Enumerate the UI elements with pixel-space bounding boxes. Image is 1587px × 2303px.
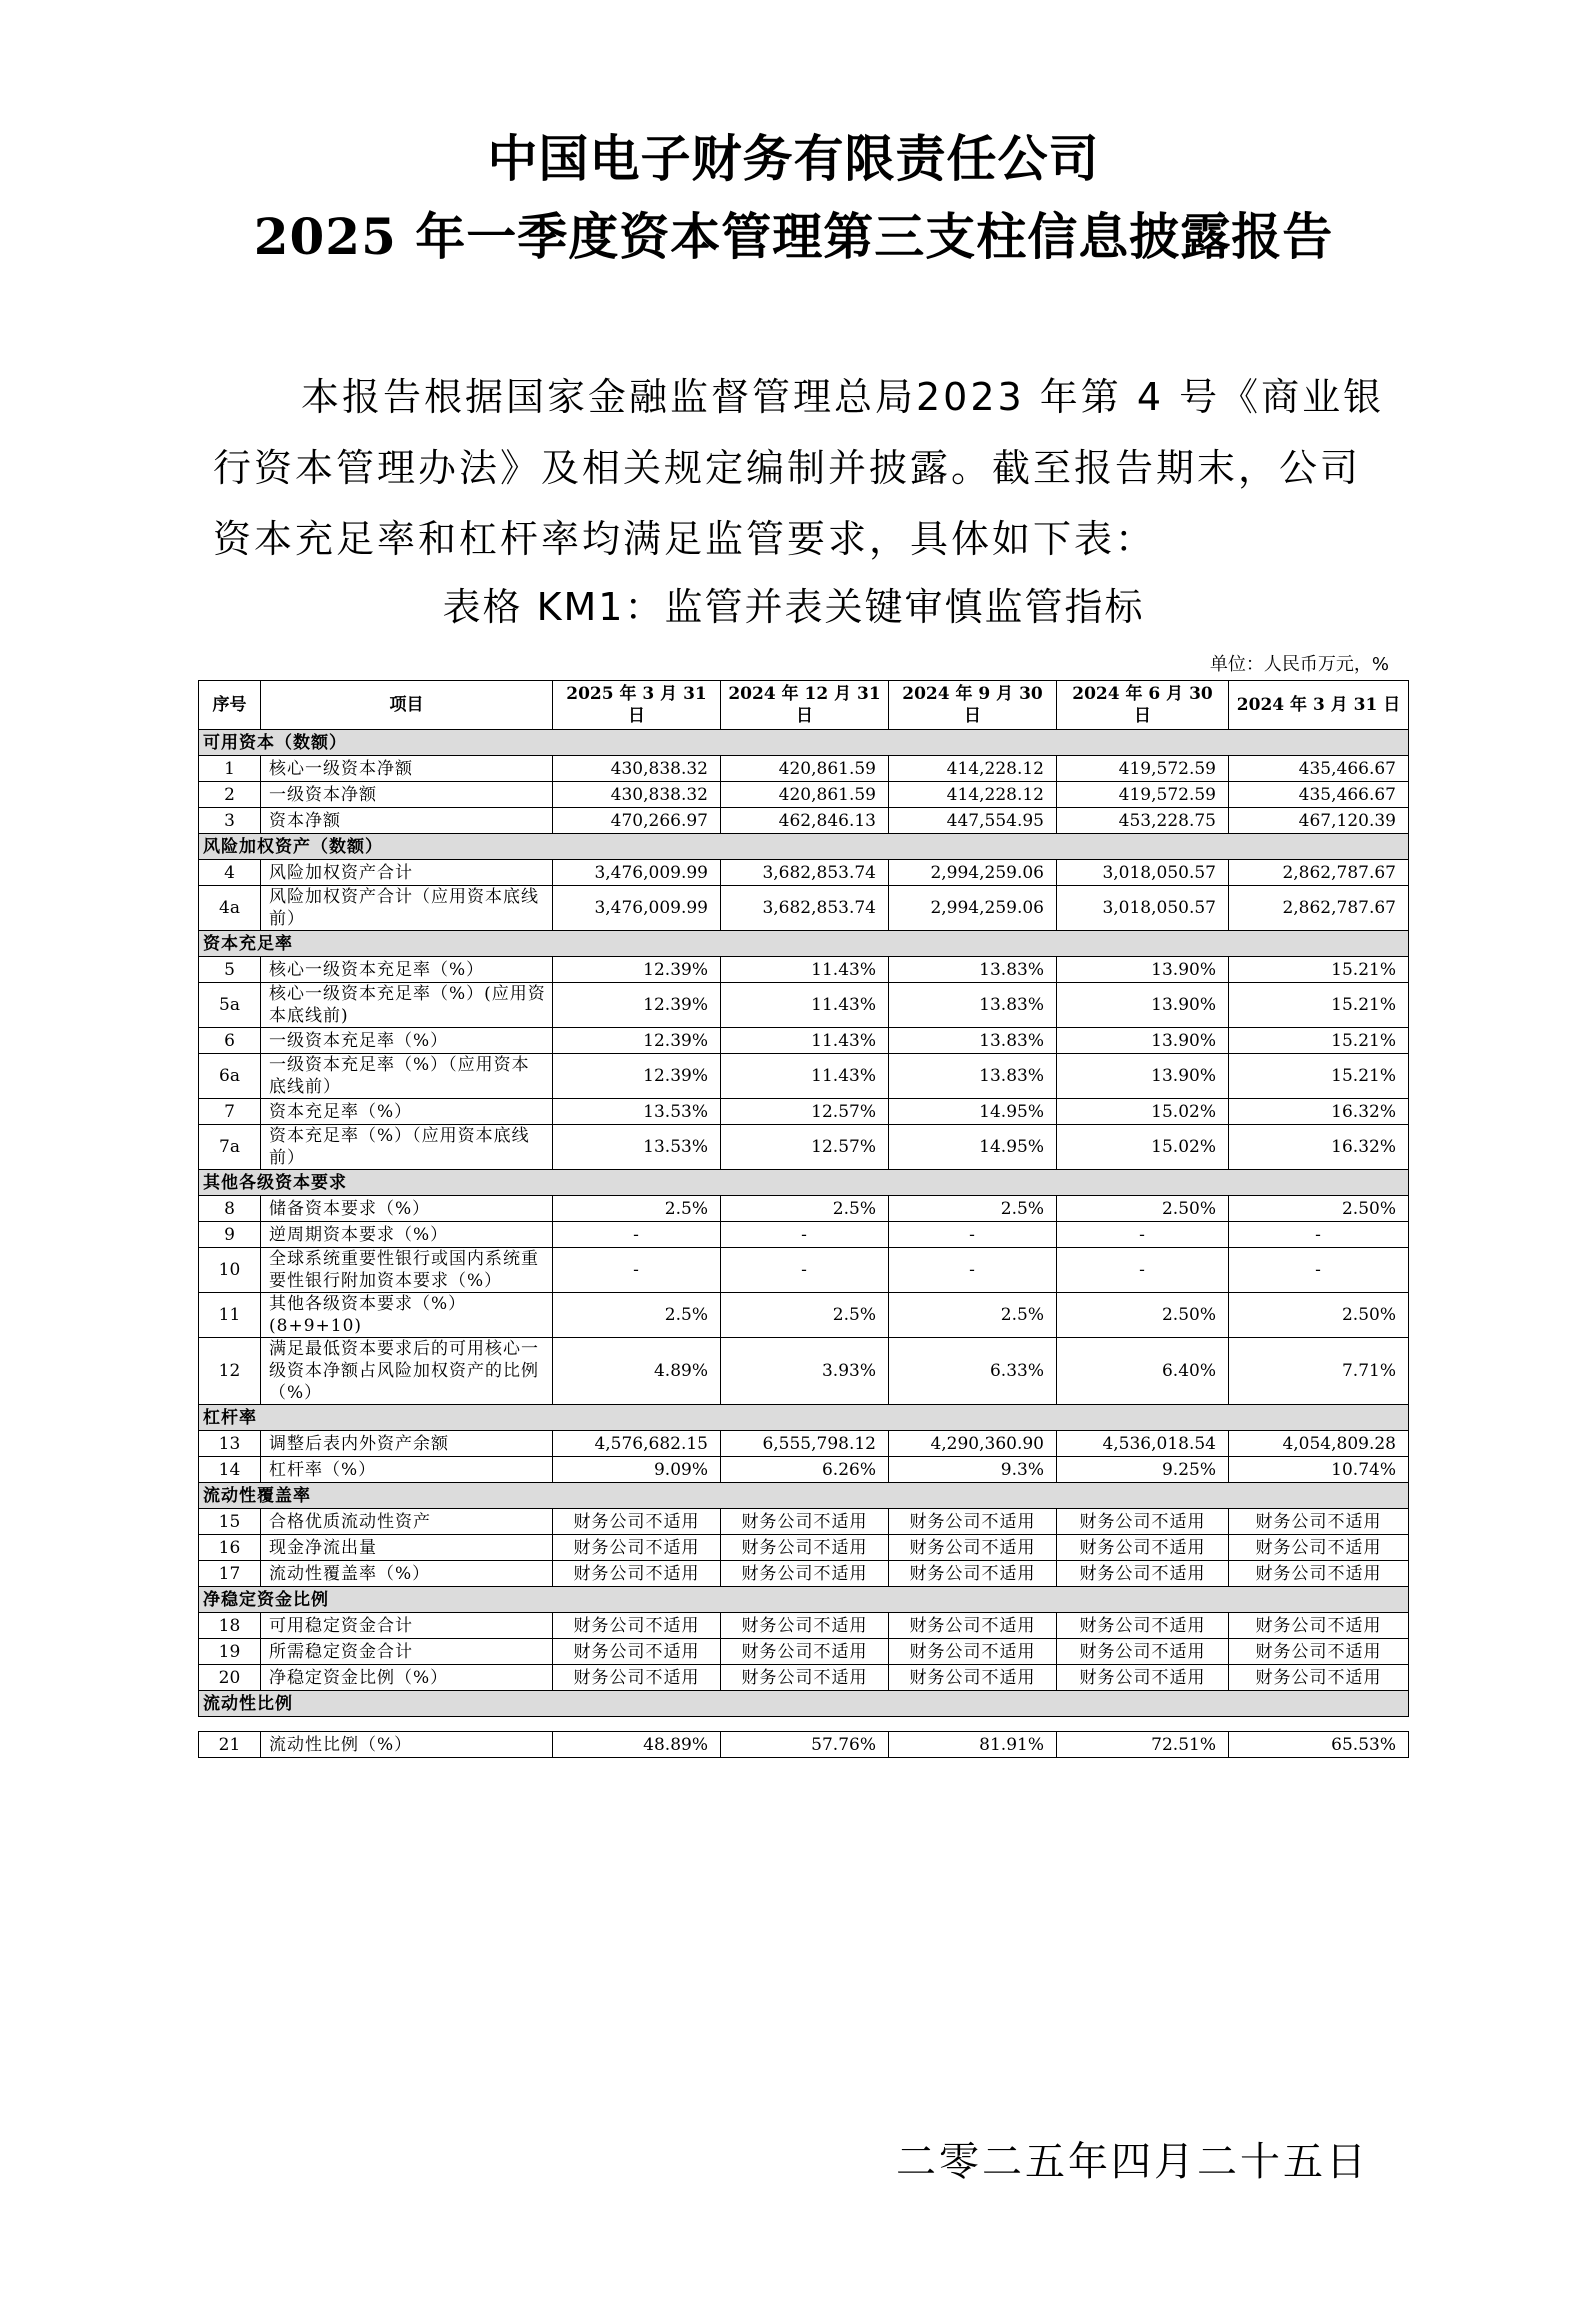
- value-cell: -: [1057, 1248, 1229, 1293]
- value-cell: 467,120.39: [1229, 808, 1409, 834]
- value-cell: 15.21%: [1229, 1028, 1409, 1054]
- value-cell: 9.3%: [889, 1457, 1057, 1483]
- value-cell: 财务公司不适用: [721, 1561, 889, 1587]
- value-cell: 6.40%: [1057, 1338, 1229, 1405]
- report-title-company: 中国电子财务有限责任公司: [487, 129, 1100, 188]
- value-cell: 财务公司不适用: [721, 1665, 889, 1691]
- row-number: 16: [199, 1535, 261, 1561]
- value-cell: -: [1229, 1248, 1409, 1293]
- value-cell: 财务公司不适用: [1229, 1665, 1409, 1691]
- value-cell: 财务公司不适用: [721, 1613, 889, 1639]
- value-cell: 2.50%: [1057, 1196, 1229, 1222]
- value-cell: 419,572.59: [1057, 782, 1229, 808]
- row-item: 满足最低资本要求后的可用核心一级资本净额占风险加权资产的比例（%）: [261, 1338, 553, 1405]
- row-number: 6a: [199, 1054, 261, 1099]
- table-row: [199, 1535, 1409, 1561]
- section-title: 风险加权资产（数额）: [199, 834, 1409, 860]
- row-item: 所需稳定资金合计: [261, 1639, 553, 1665]
- table-row: [199, 756, 1409, 782]
- value-cell: 81.91%: [889, 1732, 1057, 1758]
- header-no: 序号: [199, 681, 261, 730]
- row-number: 20: [199, 1665, 261, 1691]
- row-number: 10: [199, 1248, 261, 1293]
- value-cell: -: [721, 1222, 889, 1248]
- value-cell: 419,572.59: [1057, 756, 1229, 782]
- row-item: 核心一级资本充足率（%）: [261, 957, 553, 983]
- value-cell: 9.25%: [1057, 1457, 1229, 1483]
- header-period: 2024 年 6 月 30 日: [1057, 681, 1229, 730]
- value-cell: 414,228.12: [889, 782, 1057, 808]
- value-cell: 财务公司不适用: [1229, 1613, 1409, 1639]
- value-cell: 财务公司不适用: [1057, 1665, 1229, 1691]
- row-item: 资本净额: [261, 808, 553, 834]
- row-item: 调整后表内外资产余额: [261, 1431, 553, 1457]
- table-row: [199, 1639, 1409, 1665]
- signature-date: 二零二五年四月二十五日: [896, 2139, 1369, 2185]
- value-cell: 14.95%: [889, 1099, 1057, 1125]
- section-row: [199, 1170, 1409, 1196]
- table-row: [199, 1732, 1409, 1758]
- value-cell: 13.83%: [889, 1028, 1057, 1054]
- value-cell: 13.83%: [889, 1054, 1057, 1099]
- row-number: 4a: [199, 886, 261, 931]
- section-title: 净稳定资金比例: [199, 1587, 1409, 1613]
- value-cell: 12.39%: [553, 957, 721, 983]
- value-cell: 2.5%: [889, 1293, 1057, 1338]
- row-number: 5a: [199, 983, 261, 1028]
- value-cell: 13.90%: [1057, 957, 1229, 983]
- section-row: [199, 834, 1409, 860]
- row-item: 合格优质流动性资产: [261, 1509, 553, 1535]
- header-item: 项目: [261, 681, 553, 730]
- table-row: [199, 1293, 1409, 1338]
- value-cell: 财务公司不适用: [1057, 1535, 1229, 1561]
- value-cell: 3,682,853.74: [721, 860, 889, 886]
- value-cell: 65.53%: [1229, 1732, 1409, 1758]
- row-number: 13: [199, 1431, 261, 1457]
- value-cell: 财务公司不适用: [1229, 1509, 1409, 1535]
- value-cell: 430,838.32: [553, 782, 721, 808]
- value-cell: 72.51%: [1057, 1732, 1229, 1758]
- value-cell: 财务公司不适用: [889, 1665, 1057, 1691]
- row-number: 9: [199, 1222, 261, 1248]
- value-cell: 财务公司不适用: [1229, 1535, 1409, 1561]
- table-row: [199, 808, 1409, 834]
- km1-table: [198, 680, 1409, 1758]
- table-row: [199, 1665, 1409, 1691]
- value-cell: 14.95%: [889, 1125, 1057, 1170]
- table-row: [199, 782, 1409, 808]
- value-cell: -: [553, 1248, 721, 1293]
- intro-line: 资本充足率和杠杆率均满足监管要求，具体如下表：: [213, 517, 1157, 561]
- value-cell: 财务公司不适用: [553, 1665, 721, 1691]
- value-cell: 435,466.67: [1229, 782, 1409, 808]
- section-row: [199, 1691, 1409, 1717]
- row-item: 一级资本充足率（%）（应用资本底线前）: [261, 1054, 553, 1099]
- row-number: 15: [199, 1509, 261, 1535]
- table-row: [199, 1613, 1409, 1639]
- row-number: 5: [199, 957, 261, 983]
- table-row: [199, 1099, 1409, 1125]
- header-period: 2024 年 3 月 31 日: [1229, 681, 1409, 730]
- section-row: [199, 1587, 1409, 1613]
- value-cell: 2.5%: [553, 1196, 721, 1222]
- value-cell: 财务公司不适用: [889, 1535, 1057, 1561]
- section-title: 流动性比例: [199, 1691, 1409, 1717]
- row-number: 4: [199, 860, 261, 886]
- table-row: [199, 1222, 1409, 1248]
- intro-line: 本报告根据国家金融监督管理总局2023 年第 4 号《商业银: [301, 375, 1385, 419]
- value-cell: 4.89%: [553, 1338, 721, 1405]
- section-row: [199, 931, 1409, 957]
- row-item: 逆周期资本要求（%）: [261, 1222, 553, 1248]
- row-item: 流动性覆盖率（%）: [261, 1561, 553, 1587]
- row-item: 流动性比例（%）: [261, 1732, 553, 1758]
- row-number: 18: [199, 1613, 261, 1639]
- table-row: [199, 983, 1409, 1028]
- section-title: 可用资本（数额）: [199, 730, 1409, 756]
- value-cell: 2,994,259.06: [889, 860, 1057, 886]
- row-item: 可用稳定资金合计: [261, 1613, 553, 1639]
- table-row: [199, 1054, 1409, 1099]
- header-period: 2024 年 9 月 30 日: [889, 681, 1057, 730]
- value-cell: 2.5%: [889, 1196, 1057, 1222]
- value-cell: 4,290,360.90: [889, 1431, 1057, 1457]
- row-number: 17: [199, 1561, 261, 1587]
- value-cell: 2.5%: [553, 1293, 721, 1338]
- table-row: [199, 1509, 1409, 1535]
- value-cell: 12.57%: [721, 1099, 889, 1125]
- row-number: 3: [199, 808, 261, 834]
- row-number: 8: [199, 1196, 261, 1222]
- table-header-row: [199, 681, 1409, 730]
- section-title: 流动性覆盖率: [199, 1483, 1409, 1509]
- value-cell: 3.93%: [721, 1338, 889, 1405]
- row-number: 1: [199, 756, 261, 782]
- value-cell: 财务公司不适用: [1057, 1509, 1229, 1535]
- value-cell: 2.5%: [721, 1196, 889, 1222]
- intro-line: 行资本管理办法》及相关规定编制并披露。截至报告期末，公司: [213, 446, 1362, 490]
- value-cell: 3,476,009.99: [553, 886, 721, 931]
- value-cell: 48.89%: [553, 1732, 721, 1758]
- value-cell: 13.83%: [889, 957, 1057, 983]
- value-cell: 财务公司不适用: [553, 1535, 721, 1561]
- row-item: 资本充足率（%）（应用资本底线前）: [261, 1125, 553, 1170]
- row-item: 风险加权资产合计: [261, 860, 553, 886]
- value-cell: 13.90%: [1057, 1028, 1229, 1054]
- value-cell: -: [1057, 1222, 1229, 1248]
- value-cell: 57.76%: [721, 1732, 889, 1758]
- section-row: [199, 1405, 1409, 1431]
- report-title-period: 2025 年一季度资本管理第三支柱信息披露报告: [253, 207, 1334, 266]
- value-cell: 2.5%: [721, 1293, 889, 1338]
- table-row: [199, 1457, 1409, 1483]
- value-cell: 财务公司不适用: [553, 1613, 721, 1639]
- value-cell: 财务公司不适用: [1229, 1639, 1409, 1665]
- value-cell: 2,862,787.67: [1229, 886, 1409, 931]
- row-item: 储备资本要求（%）: [261, 1196, 553, 1222]
- table-row: [199, 1028, 1409, 1054]
- value-cell: 16.32%: [1229, 1099, 1409, 1125]
- row-number: 2: [199, 782, 261, 808]
- value-cell: 12.39%: [553, 1054, 721, 1099]
- value-cell: 财务公司不适用: [553, 1509, 721, 1535]
- value-cell: 16.32%: [1229, 1125, 1409, 1170]
- value-cell: 414,228.12: [889, 756, 1057, 782]
- value-cell: 420,861.59: [721, 782, 889, 808]
- value-cell: 2.50%: [1229, 1293, 1409, 1338]
- table-row: [199, 1338, 1409, 1405]
- value-cell: -: [553, 1222, 721, 1248]
- value-cell: 财务公司不适用: [889, 1509, 1057, 1535]
- value-cell: 447,554.95: [889, 808, 1057, 834]
- intro-paragraph: [213, 362, 1393, 575]
- row-number: 12: [199, 1338, 261, 1405]
- value-cell: 4,054,809.28: [1229, 1431, 1409, 1457]
- value-cell: 3,682,853.74: [721, 886, 889, 931]
- value-cell: 13.90%: [1057, 1054, 1229, 1099]
- value-cell: 财务公司不适用: [721, 1639, 889, 1665]
- table-row: [199, 1561, 1409, 1587]
- value-cell: 12.57%: [721, 1125, 889, 1170]
- header-period: 2025 年 3 月 31 日: [553, 681, 721, 730]
- table-row: [199, 1196, 1409, 1222]
- table-body: [199, 730, 1409, 1758]
- table-row: [199, 1125, 1409, 1170]
- row-item: 净稳定资金比例（%）: [261, 1665, 553, 1691]
- value-cell: -: [1229, 1222, 1409, 1248]
- value-cell: 3,018,050.57: [1057, 860, 1229, 886]
- value-cell: 财务公司不适用: [553, 1639, 721, 1665]
- row-item: 风险加权资产合计（应用资本底线前）: [261, 886, 553, 931]
- row-number: 19: [199, 1639, 261, 1665]
- table-row: [199, 886, 1409, 931]
- row-item: 一级资本充足率（%）: [261, 1028, 553, 1054]
- value-cell: 15.21%: [1229, 957, 1409, 983]
- header-period: 2024 年 12 月 31 日: [721, 681, 889, 730]
- section-title: 其他各级资本要求: [199, 1170, 1409, 1196]
- value-cell: 2,862,787.67: [1229, 860, 1409, 886]
- table-caption: 表格 KM1：监管并表关键审慎监管指标: [442, 585, 1145, 629]
- spacer-cell: [199, 1717, 1409, 1732]
- table-row: [199, 1431, 1409, 1457]
- value-cell: 2.50%: [1229, 1196, 1409, 1222]
- value-cell: -: [889, 1248, 1057, 1293]
- table-row: [199, 860, 1409, 886]
- value-cell: 10.74%: [1229, 1457, 1409, 1483]
- value-cell: 462,846.13: [721, 808, 889, 834]
- value-cell: 420,861.59: [721, 756, 889, 782]
- value-cell: 财务公司不适用: [553, 1561, 721, 1587]
- value-cell: 财务公司不适用: [889, 1639, 1057, 1665]
- section-row: [199, 730, 1409, 756]
- row-item: 杠杆率（%）: [261, 1457, 553, 1483]
- value-cell: 6,555,798.12: [721, 1431, 889, 1457]
- value-cell: 财务公司不适用: [889, 1613, 1057, 1639]
- row-item: 其他各级资本要求（%）(8+9+10): [261, 1293, 553, 1338]
- value-cell: 15.21%: [1229, 1054, 1409, 1099]
- value-cell: 435,466.67: [1229, 756, 1409, 782]
- value-cell: 15.21%: [1229, 983, 1409, 1028]
- row-item: 全球系统重要性银行或国内系统重要性银行附加资本要求（%）: [261, 1248, 553, 1293]
- row-number: 6: [199, 1028, 261, 1054]
- row-item: 核心一级资本充足率（%）(应用资本底线前): [261, 983, 553, 1028]
- value-cell: 13.90%: [1057, 983, 1229, 1028]
- value-cell: 11.43%: [721, 983, 889, 1028]
- value-cell: 13.53%: [553, 1125, 721, 1170]
- value-cell: 2.50%: [1057, 1293, 1229, 1338]
- section-title: 杠杆率: [199, 1405, 1409, 1431]
- value-cell: 3,476,009.99: [553, 860, 721, 886]
- row-number: 7: [199, 1099, 261, 1125]
- section-row: [199, 1483, 1409, 1509]
- value-cell: 11.43%: [721, 1054, 889, 1099]
- value-cell: 13.83%: [889, 983, 1057, 1028]
- row-item: 核心一级资本净额: [261, 756, 553, 782]
- value-cell: 财务公司不适用: [721, 1535, 889, 1561]
- value-cell: 6.33%: [889, 1338, 1057, 1405]
- value-cell: 470,266.97: [553, 808, 721, 834]
- value-cell: 11.43%: [721, 957, 889, 983]
- row-number: 11: [199, 1293, 261, 1338]
- value-cell: 财务公司不适用: [721, 1509, 889, 1535]
- value-cell: 15.02%: [1057, 1125, 1229, 1170]
- value-cell: 15.02%: [1057, 1099, 1229, 1125]
- value-cell: -: [889, 1222, 1057, 1248]
- value-cell: 4,536,018.54: [1057, 1431, 1229, 1457]
- row-item: 资本充足率（%）: [261, 1099, 553, 1125]
- table-row: [199, 1248, 1409, 1293]
- value-cell: 财务公司不适用: [889, 1561, 1057, 1587]
- value-cell: 13.53%: [553, 1099, 721, 1125]
- value-cell: 7.71%: [1229, 1338, 1409, 1405]
- value-cell: 2,994,259.06: [889, 886, 1057, 931]
- value-cell: 9.09%: [553, 1457, 721, 1483]
- section-title: 资本充足率: [199, 931, 1409, 957]
- value-cell: 4,576,682.15: [553, 1431, 721, 1457]
- value-cell: 453,228.75: [1057, 808, 1229, 834]
- value-cell: -: [721, 1248, 889, 1293]
- spacer-row: [199, 1717, 1409, 1732]
- value-cell: 财务公司不适用: [1229, 1561, 1409, 1587]
- value-cell: 430,838.32: [553, 756, 721, 782]
- value-cell: 12.39%: [553, 1028, 721, 1054]
- value-cell: 6.26%: [721, 1457, 889, 1483]
- value-cell: 财务公司不适用: [1057, 1561, 1229, 1587]
- row-number: 21: [199, 1732, 261, 1758]
- unit-label: 单位：人民币万元，%: [1209, 654, 1389, 675]
- value-cell: 11.43%: [721, 1028, 889, 1054]
- table-row: [199, 957, 1409, 983]
- row-item: 现金净流出量: [261, 1535, 553, 1561]
- row-number: 7a: [199, 1125, 261, 1170]
- row-number: 14: [199, 1457, 261, 1483]
- value-cell: 财务公司不适用: [1057, 1639, 1229, 1665]
- value-cell: 财务公司不适用: [1057, 1613, 1229, 1639]
- value-cell: 3,018,050.57: [1057, 886, 1229, 931]
- value-cell: 12.39%: [553, 983, 721, 1028]
- row-item: 一级资本净额: [261, 782, 553, 808]
